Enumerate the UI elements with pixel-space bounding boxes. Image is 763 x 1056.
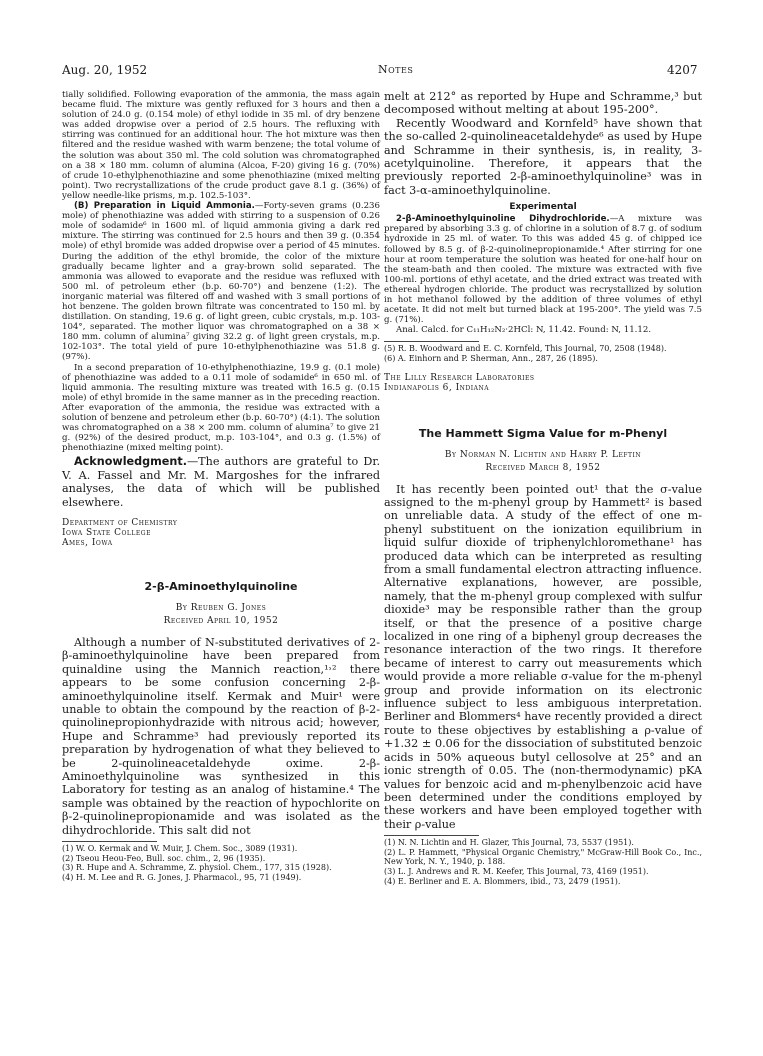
acknowledgment-label: Acknowledgment.	[74, 455, 187, 469]
right-column	[384, 90, 702, 886]
footnote: (2) Tseou Heou-Feo, Bull. soc. chim., 2, 96 (1935).	[62, 853, 266, 863]
article-byline: By Norman N. Lichtin and Harry P. Leftin	[444, 449, 642, 460]
experimental-text: —A mixture was prepared by absorbing 3.3 g. of chlorine in a solution of 8.7 g. of sodium hydroxide in 25 ml. of water. To this was added 45 g. of chipped ice followed by 8.5 g. of β-2-quinolinepropionamide.⁴ After stirring for one hour at room temperature the solution was heated for one-half hour on the steam-bath and then cooled. The mixture was extracted with five 100-ml. portions of ethyl acetate, and the dried extract was treated with ethereal hydrogen chloride. The product was recrystallized by solution in hot methanol followed by the addition of three volumes of ethyl acetate. It did not melt but turned black at 195-200°. The yield was 7.5 g. (71%).	[384, 214, 702, 326]
analysis-line: Anal. Calcd. for C₁₁H₁₂N₂·2HCl: N, 11.42. Found: N, 11.12.	[396, 325, 652, 336]
page-number: 4207	[667, 63, 698, 77]
footnote-rule	[62, 841, 157, 842]
article-title: The Hammett Sigma Value for m-Phenyl	[418, 426, 668, 440]
footnote: (3) R. Hupe and A. Schramme, Z. physiol. Chem., 177, 315 (1928).	[62, 863, 332, 873]
running-date: Aug. 20, 1952	[62, 63, 148, 77]
article-title: 2-β-Aminoethylquinoline	[144, 580, 298, 593]
article-received: Received April 10, 1952	[163, 616, 279, 626]
affiliation-line: Indianapolis 6, Indiana	[384, 382, 490, 393]
article-received: Received March 8, 1952	[485, 462, 601, 473]
left-column	[62, 90, 380, 882]
article-body: It has recently been pointed out¹ that the σ-value assigned to the m-phenyl group by Hammett² is based on unreliable data. A study of the effect of one m-phenyl substituent on the ionization equilibrium in liquid sulfur dioxide of triphenylchloromethane¹ has produced data which can be interpreted as resulting from a small fundamental electron attracting influence. Alternative explanations, however, are possible, namely, that the m-phenyl group complexed with sulfur dioxide³ may be responsible rather than the group itself, or that the presence of a positive charge localized in one ring of a biphenyl group decreases the resonance interaction of the two rings. It therefore became of interest to carry out measurements which would provide a more reliable σ-value for the m-phenyl group and provide information on its electronic influence subject to less ambiguous interpretation. Berliner and Blommers⁴ have recently provided a direct route to these objectives by establishing a ρ-value of +1.32 ± 0.06 for the dissociation of substituted benzoic acids in 50% aqueous butyl cellosolve at 25° and an ionic strength of 0.05. The (non-thermodynamic) pKA values for benzoic acid and m-phenylbenzoic acid have been determined under the conditions employed by these workers and have been employed together with their ρ-value	[384, 482, 702, 831]
preparation-a-text: tially solidified. Following evaporation of the ammonia, the mass again became fluid. The mixture was gently refluxed for 3 hours and then a solution of 24.0 g. (0.154 mole) of ethyl iodide in 35 ml. of dry benzene was added dropwise over a period of 2.5 hours. The refluxing with stirring was continued for an additional hour. The hot mixture was then filtered and the residue washed with warm benzene; the total volume of the solution was about 350 ml. The cold solution was chromatographed on a 38 × 180 mm. column of alumina (Alcoa, F-20) giving 16 g. (70%) of crude 10-ethylphenothiazine and some phenothiazine (mixed melting point). Two recrystallizations of the crude product gave 8.1 g. (36%) of yellow needle-like prisms, m.p. 102.5-103°.	[62, 90, 380, 201]
affiliation-line: The Lilly Research Laboratories	[384, 372, 535, 383]
footnote: (1) N. N. Lichtin and H. Glazer, This Journal, 73, 5537 (1951).	[384, 838, 634, 848]
footnote: (5) R. B. Woodward and E. C. Kornfeld, This Journal, 70, 2508 (1948).	[384, 344, 667, 354]
article-body: Although a number of N-substituted derivatives of 2-β-aminoethylquinoline have been prepared from quinaldine using the Mannich reaction,¹˒² there appears to be some confusion concerning 2-β-aminoethylquinoline itself. Kermak and Muir¹ were unable to obtain the compound by the reaction of β-2-quinolinepropionhydrazide with nitrous acid; however, Hupe and Schramme³ had previously reported its preparation by hydrogenation of what they believed to be 2-quinolineacetaldehyde oxime. 2-β-Aminoethylquinoline was synthesized in this Laboratory for testing as an analog of histamine.⁴ The sample was obtained by the reaction of hypochlorite on β-2-quinolinepropionamide and was isolated as the dihydrochloride. This salt did not	[62, 636, 380, 837]
footnote: (6) A. Einhorn and P. Sherman, Ann., 287, 26 (1895).	[384, 353, 598, 363]
affiliation-line: Department of Chemistry	[62, 518, 178, 528]
footnote: (2) L. P. Hammett, "Physical Organic Chemistry," McGraw-Hill Book Co., Inc., New York, N. Y., 1940, p. 188.	[384, 847, 702, 867]
affiliation-line: Iowa State College	[62, 528, 151, 538]
acknowledgment-text: —The authors are grateful to Dr. V. A. Fassel and Mr. M. Margoshes for the infrared analyses, the data of which will be published elsewhere.	[62, 455, 380, 509]
continued-text: melt at 212° as reported by Hupe and Schramme,³ but decomposed without melting at about 195-200°.	[384, 90, 702, 117]
acknowledgment-paragraph	[62, 455, 380, 509]
woodward-paragraph: Recently Woodward and Kornfeld⁵ have shown that the so-called 2-quinolineacetaldehyde⁶ as used by Hupe and Schramme in their synthesis, is, in reality, 3-acetylquinoline. Therefore, it appears that the previously reported 2-β-aminoethylquinoline³ was in fact 3-α-aminoethylquinoline.	[384, 116, 702, 197]
footnote: (4) E. Berliner and E. A. Blommers, ibid., 73, 2479 (1951).	[384, 876, 621, 886]
running-section: Notes	[378, 63, 414, 76]
footnote: (3) L. J. Andrews and R. M. Keefer, This Journal, 73, 4169 (1951).	[384, 866, 649, 876]
preparation-b-label: (B) Preparation in Liquid Ammonia.	[74, 201, 255, 212]
preparation-b-paragraph	[62, 201, 380, 363]
footnote-rule	[384, 341, 479, 342]
experimental-paragraph	[384, 214, 702, 325]
footnote: (1) W. O. Kermak and W. Muir, J. Chem. Soc., 3089 (1931).	[62, 844, 298, 854]
second-preparation-text: In a second preparation of 10-ethylphenothiazine, 19.9 g. (0.1 mole) of phenothiazine was added to a 0.11 mole of sodamide⁶ in 650 ml. of liquid ammonia. The resulting mixture was treated with 16.5 g. (0.15 mole) of ethyl bromide in the same manner as in the preceding reaction. After evaporation of the ammonia, the residue was extracted with a solution of benzene and petroleum ether (b.p. 60-70°) (4:1). The solution was chromatographed on a 38 × 200 mm. column of alumina⁷ to give 21 g. (92%) of the desired product, m.p. 103-104°, and 0.3 g. (1.5%) of phenothiazine (mixed melting point).	[62, 362, 380, 454]
preparation-b-text: —Forty-seven grams (0.236 mole) of phenothiazine was added with stirring to a suspension of 0.26 mole of sodamide⁶ in 1600 ml. of liquid ammonia giving a dark red mixture. The stirring was continued for 2.5 hours and then 39 g. (0.354 mole) of ethyl bromide was added dropwise over a period of 45 minutes. During the addition of the ethyl bromide, the color of the mixture gradually became lighter and a gray-brown solid separated. The ammonia was allowed to evaporate and the residue was refluxed with 500 ml. of petroleum ether (b.p. 60-70°) and benzene (1:2). The inorganic material was filtered off and washed with 3 small portions of hot benzene. The golden brown filtrate was concentrated to 150 ml. by distillation. On standing, 19.6 g. of light green, cubic crystals, m.p. 103-104°, separated. The mother liquor was chromatographed on a 38 × 180 mm. column of alumina⁷ giving 32.2 g. of light green crystals, m.p. 102-103°. The total yield of pure 10-ethylphenothiazine was 51.8 g. (97%).	[62, 201, 380, 363]
experimental-heading: Experimental	[509, 202, 577, 213]
affiliation-block	[384, 373, 702, 393]
article-byline: By Reuben G. Jones	[175, 603, 267, 613]
affiliation-line: Ames, Iowa	[62, 538, 113, 548]
experimental-label: 2-β-Aminoethylquinoline Dihydrochloride.	[396, 214, 610, 225]
affiliation-block	[62, 518, 380, 548]
footnote: (4) H. M. Lee and R. G. Jones, J. Pharmacol., 95, 71 (1949).	[62, 872, 302, 882]
footnote-rule	[384, 835, 479, 836]
